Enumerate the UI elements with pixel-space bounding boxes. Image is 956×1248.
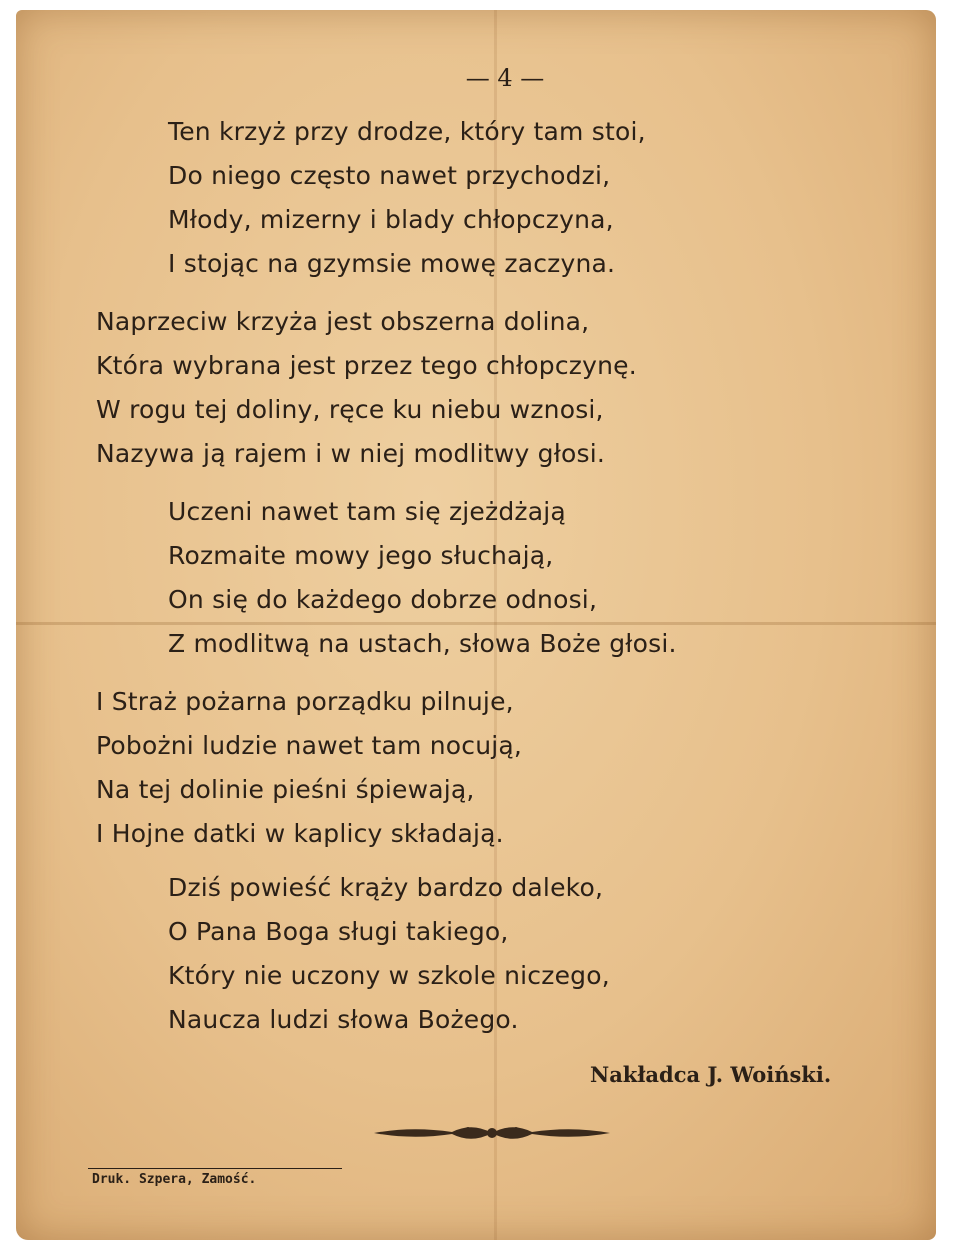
stanza-3 — [168, 490, 677, 666]
verse-line: I Hojne datki w kaplicy składają. — [96, 819, 504, 848]
ornament-divider-icon — [372, 1118, 612, 1148]
verse-line: Do niego często nawet przychodzi, — [168, 161, 611, 190]
verse-line: I Straż pożarna porządku pilnuje, — [96, 687, 514, 716]
verse-line: Pobożni ludzie nawet tam nocują, — [96, 731, 523, 760]
verse-line: Uczeni nawet tam się zjeżdżają — [168, 497, 566, 526]
verse-line: Rozmaite mowy jego słuchają, — [168, 541, 554, 570]
stanza-1 — [168, 110, 646, 286]
verse-line: Na tej dolinie pieśni śpiewają, — [96, 775, 475, 804]
printer-rule — [88, 1168, 342, 1169]
verse-line: On się do każdego dobrze odnosi, — [168, 585, 598, 614]
publisher-credit: Nakładca J. Woiński. — [590, 1062, 832, 1087]
stanza-4 — [96, 680, 522, 856]
page-number: — 4 — — [465, 64, 545, 92]
verse-line: Z modlitwą na ustach, słowa Boże głosi. — [168, 629, 677, 658]
verse-line: Młody, mizerny i blady chłopczyna, — [168, 205, 614, 234]
bleed-through-texture — [816, 120, 936, 155]
verse-line: I stojąc na gzymsie mowę zaczyna. — [168, 249, 616, 278]
verse-line: Która wybrana jest przez tego chłopczynę. — [96, 351, 637, 380]
stanza-2 — [96, 300, 637, 476]
verse-line: W rogu tej doliny, ręce ku niebu wznosi, — [96, 395, 604, 424]
verse-line: Nazywa ją rajem i w niej modlitwy głosi. — [96, 439, 606, 468]
verse-line: O Pana Boga sługi takiego, — [168, 917, 509, 946]
verse-line: Naucza ludzi słowa Bożego. — [168, 1005, 519, 1034]
printer-credit: Druk. Szpera, Zamość. — [92, 1172, 257, 1187]
stanza-5 — [168, 866, 610, 1042]
verse-line: Który nie uczony w szkole niczego, — [168, 961, 610, 990]
verse-line: Dziś powieść krąży bardzo daleko, — [168, 873, 604, 902]
verse-line: Naprzeciw krzyża jest obszerna dolina, — [96, 307, 590, 336]
verse-line: Ten krzyż przy drodze, który tam stoi, — [168, 117, 646, 146]
